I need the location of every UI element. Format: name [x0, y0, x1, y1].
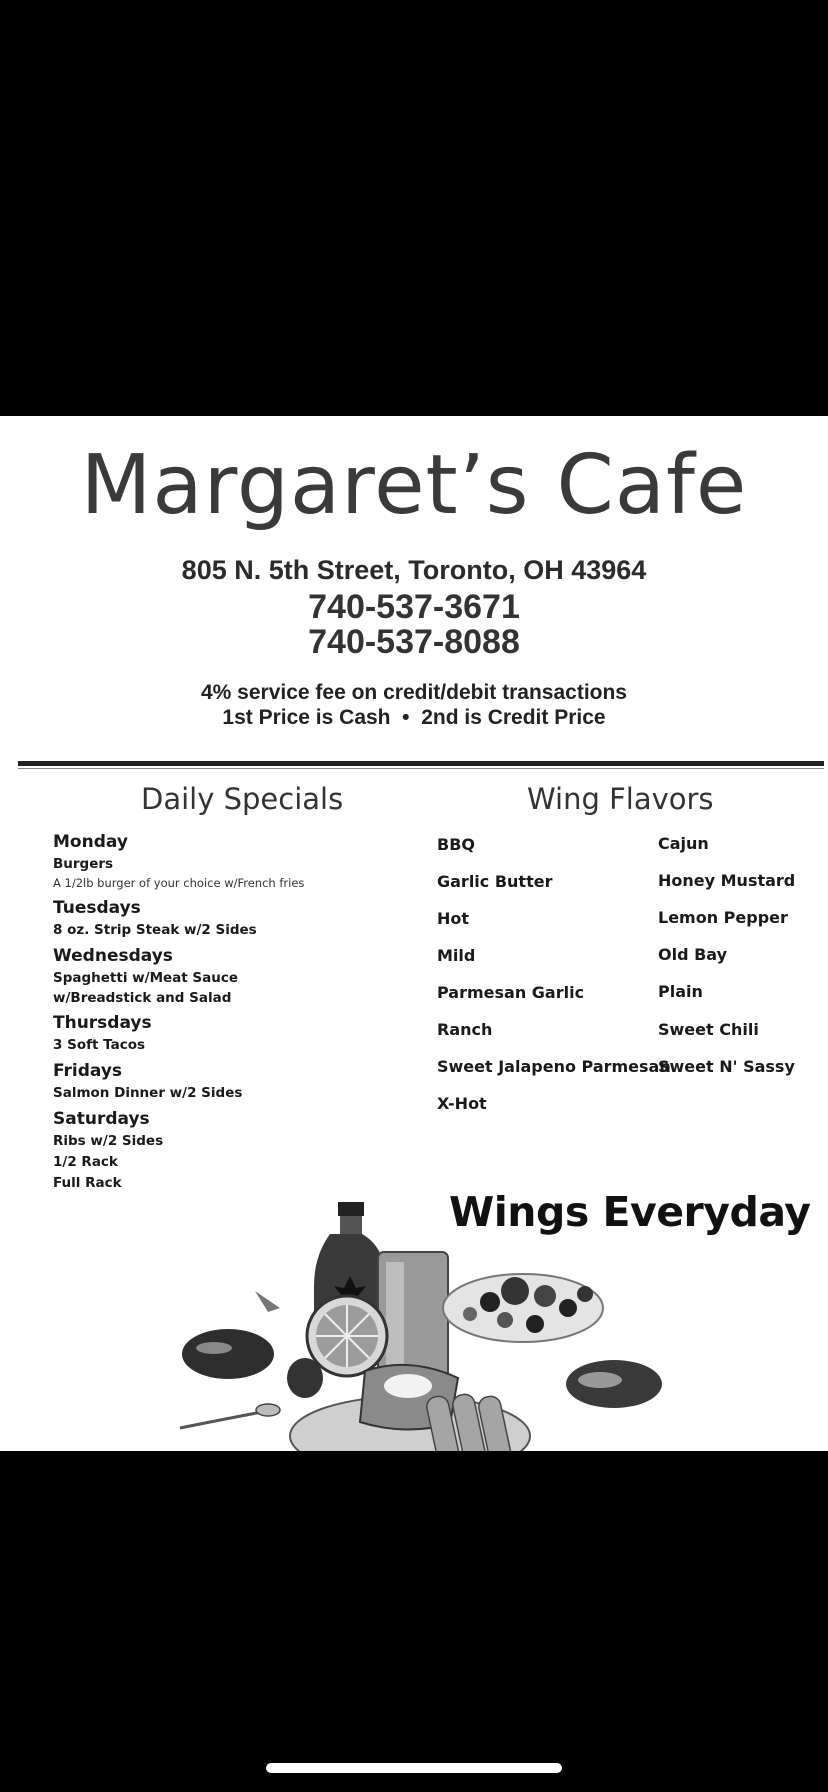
daily-specials-heading: Daily Specials [141, 782, 344, 816]
special-item-wednesday-2: w/Breadstick and Salad [53, 990, 232, 1006]
special-item-saturday-1: Ribs w/2 Sides [53, 1133, 164, 1149]
wing-flavors-heading: Wing Flavors [527, 782, 714, 816]
special-item-wednesday-1: Spaghetti w/Meat Sauce [53, 970, 239, 986]
special-item-tuesday: 8 oz. Strip Steak w/2 Sides [53, 922, 257, 938]
wings-everyday-banner: Wings Everyday [449, 1188, 811, 1236]
wing-flavor: Mild [437, 946, 476, 965]
special-item-thursday: 3 Soft Tacos [53, 1037, 146, 1053]
wing-flavor: Cajun [658, 834, 709, 853]
special-item-saturday-2: 1/2 Rack [53, 1154, 118, 1170]
divider-line [18, 761, 824, 766]
wing-flavor: BBQ [437, 835, 475, 854]
wing-flavor: Sweet N' Sassy [658, 1057, 795, 1076]
wing-flavor: Sweet Chili [658, 1020, 759, 1039]
menu-document [0, 416, 828, 1451]
cafe-address: 805 N. 5th Street, Toronto, OH 43964 [181, 555, 647, 585]
phone-number-1: 740-537-3671 [308, 588, 520, 626]
special-desc-monday: A 1/2lb burger of your choice w/French fries [53, 876, 305, 890]
special-item-monday: Burgers [53, 856, 114, 872]
special-item-friday: Salmon Dinner w/2 Sides [53, 1085, 243, 1101]
special-day-friday: Fridays [53, 1061, 123, 1081]
wing-flavor: Plain [658, 982, 703, 1001]
special-day-tuesday: Tuesdays [53, 898, 141, 918]
fee-line-2: 1st Price is Cash • 2nd is Credit Price [222, 706, 606, 729]
wing-flavor: X-Hot [437, 1094, 487, 1113]
home-indicator[interactable] [266, 1763, 562, 1773]
fee-notice [0, 680, 828, 730]
wing-flavor: Lemon Pepper [658, 908, 788, 927]
special-day-wednesday: Wednesdays [53, 946, 173, 966]
phone-number-2: 740-537-8088 [308, 623, 520, 661]
wing-flavor: Old Bay [658, 945, 728, 964]
food-illustration [0, 1196, 828, 1451]
wing-flavor: Hot [437, 909, 470, 928]
special-item-saturday-3: Full Rack [53, 1175, 122, 1191]
divider-line-thin [18, 768, 824, 769]
special-day-monday: Monday [53, 832, 128, 852]
wing-flavor: Ranch [437, 1020, 493, 1039]
wing-flavor: Garlic Butter [437, 872, 553, 891]
special-day-thursday: Thursdays [53, 1013, 152, 1033]
wing-flavor: Honey Mustard [658, 871, 796, 890]
fee-line-1: 4% service fee on credit/debit transactions [201, 681, 627, 704]
wing-flavor: Sweet Jalapeno Parmesan [437, 1057, 671, 1076]
special-day-saturday: Saturdays [53, 1109, 150, 1129]
cafe-name: Margaret’s Cafe [80, 438, 748, 533]
wing-flavor: Parmesan Garlic [437, 983, 585, 1002]
